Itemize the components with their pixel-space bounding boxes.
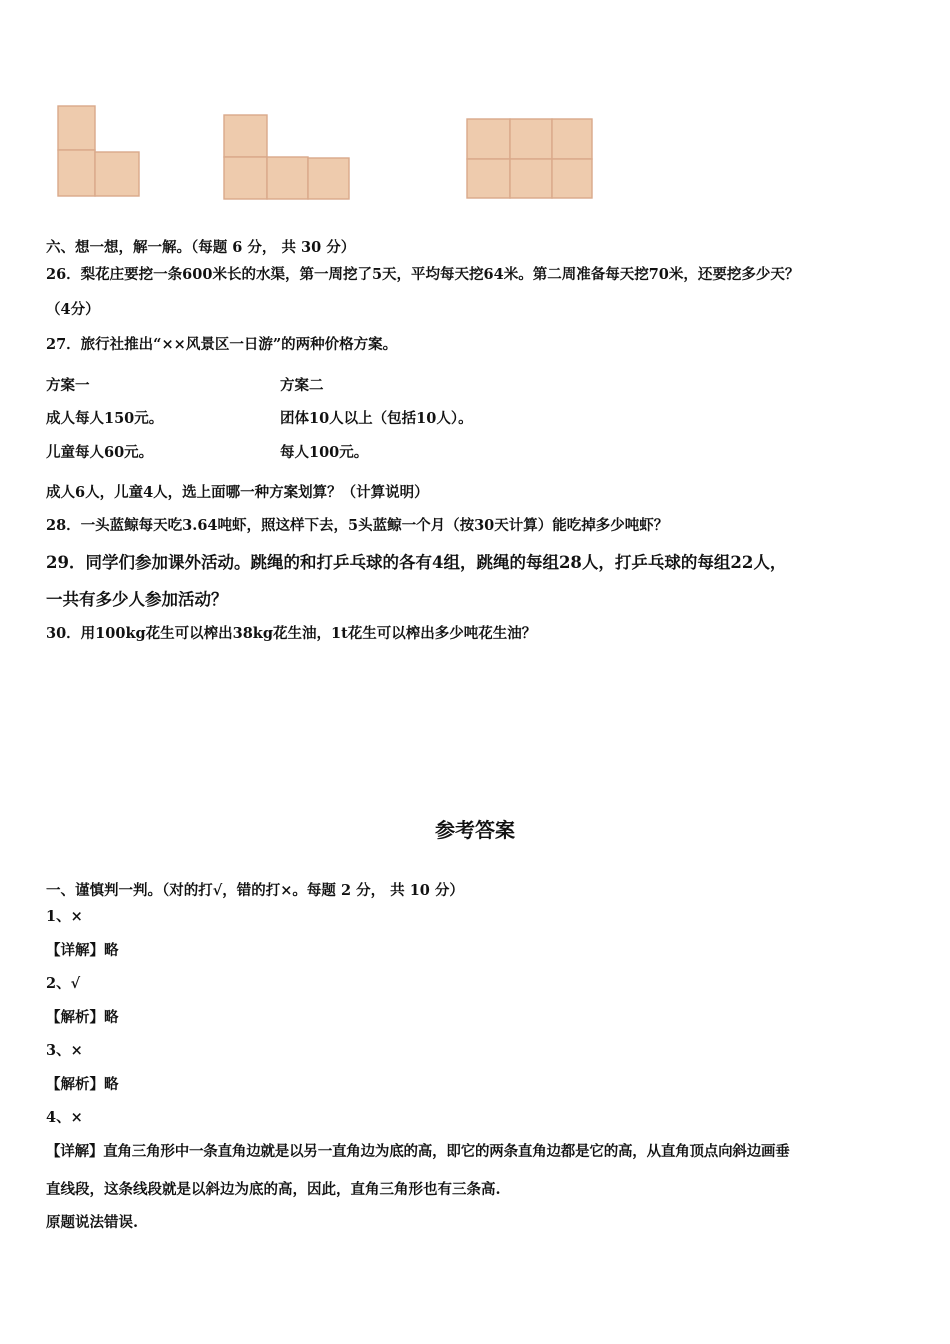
plan-b-title: 方案二	[280, 377, 324, 394]
answer-1: 1、×	[46, 908, 83, 925]
question-28: 28．一头蓝鲸每天吃3.64吨虾，照这样下去，5头蓝鲸一个月（按30天计算）能吃掉多少吨虾？	[46, 517, 669, 534]
block-square	[467, 119, 510, 159]
plan-a-title: 方案一	[46, 377, 90, 394]
question-26-points: （4分）	[46, 301, 100, 318]
answer-3: 3、×	[46, 1042, 83, 1059]
block-square	[510, 119, 552, 159]
plan-a-adult-price: 成人每人150元。	[46, 410, 164, 427]
answer-4-detail-cont: 直线段，这条线段就是以斜边为底的高，因此，直角三角形也有三条高.	[46, 1181, 501, 1198]
question-26: 26．梨花庄要挖一条600米长的水渠，第一周挖了5天，平均每天挖64米。第二周准备每天挖70米，还要挖多少天？	[46, 266, 800, 283]
plan-b-group-rule: 团体10人以上（包括10人）。	[280, 410, 473, 427]
question-29: 29．同学们参加课外活动。跳绳的和打乒乓球的各有4组，跳绳的每组28人，打乒乓球的每组22人，	[46, 553, 787, 572]
block-square	[58, 106, 95, 150]
question-29-cont: 一共有多少人参加活动？	[46, 590, 228, 609]
question-27-ask: 成人6人，儿童4人，选上面哪一种方案划算？（计算说明）	[46, 484, 429, 501]
question-27-intro: 27．旅行社推出“××风景区一日游”的两种价格方案。	[46, 336, 398, 353]
block-square	[552, 119, 592, 159]
block-square	[224, 157, 267, 199]
figure-3-rectangle	[467, 119, 592, 198]
answer-1-note: 【详解】略	[46, 942, 119, 959]
plan-b-price: 每人100元。	[280, 444, 369, 461]
answer-2-note: 【解析】略	[46, 1009, 119, 1026]
block-figures	[0, 100, 950, 205]
figure-2-l-shape	[224, 115, 349, 199]
block-square	[224, 115, 267, 157]
plan-a-child-price: 儿童每人60元。	[46, 444, 154, 461]
block-square	[552, 159, 592, 198]
answers-title: 参考答案	[435, 818, 515, 842]
answers-section-heading: 一、谨慎判一判。（对的打√，错的打×。每题 2 分， 共 10 分）	[46, 882, 464, 899]
block-square	[308, 158, 349, 199]
block-square	[95, 152, 139, 196]
section-heading: 六、想一想，解一解。（每题 6 分， 共 30 分）	[46, 239, 356, 256]
answer-4-conclusion: 原题说法错误.	[46, 1214, 139, 1231]
answer-3-note: 【解析】略	[46, 1076, 119, 1093]
answer-4-detail: 【详解】直角三角形中一条直角边就是以另一直角边为底的高，即它的两条直角边都是它的高，从直角顶点向斜边画垂	[46, 1143, 790, 1160]
block-square	[58, 150, 95, 196]
block-square	[467, 159, 510, 198]
block-square	[510, 159, 552, 198]
block-square	[267, 157, 308, 199]
figure-1-l-shape	[58, 106, 139, 196]
answer-2: 2、√	[46, 975, 81, 992]
answer-4: 4、×	[46, 1109, 83, 1126]
question-30: 30．用100kg花生可以榨出38kg花生油，1t花生可以榨出多少吨花生油？	[46, 625, 537, 642]
